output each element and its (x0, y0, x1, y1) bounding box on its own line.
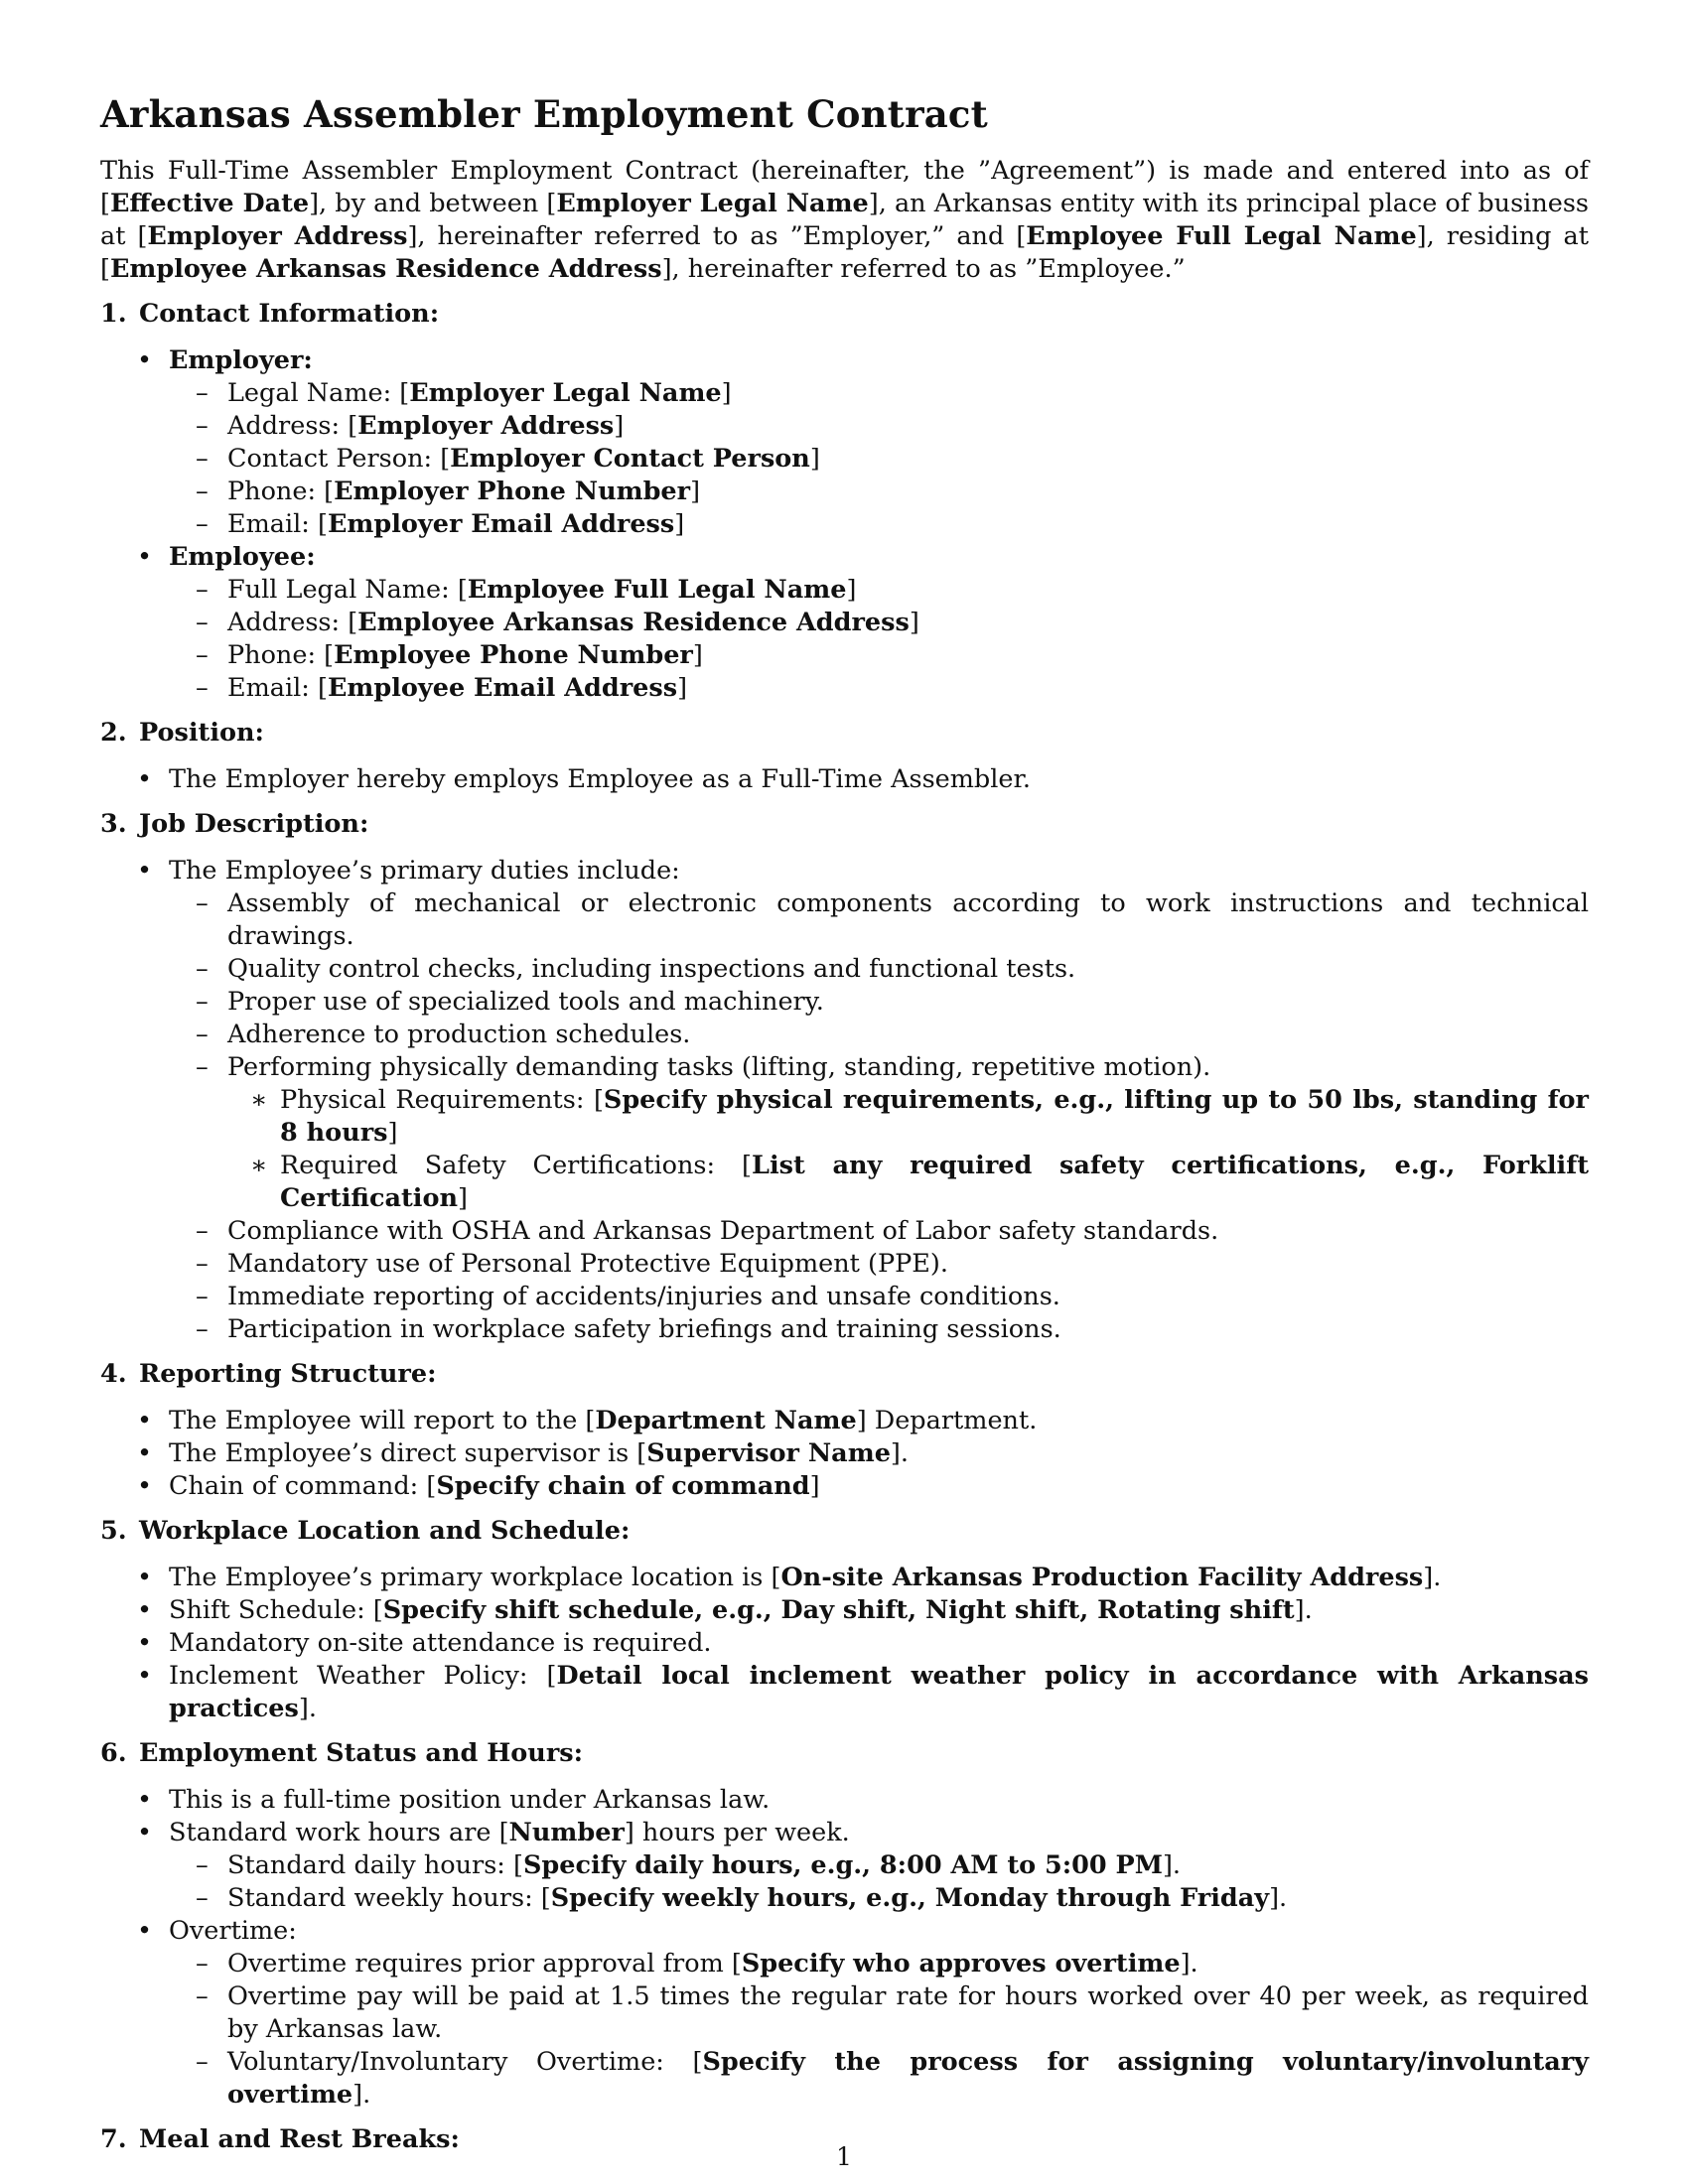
text-run: Overtime: (169, 1916, 297, 1946)
text-run: Standard weekly hours: [ (227, 1883, 551, 1913)
text-run: ] (692, 640, 703, 670)
placeholder-field: Employer Legal Name (409, 378, 722, 408)
text-run: Email: [ (227, 673, 328, 703)
text-run: Quality control checks, including inspections and functional tests. (227, 954, 1076, 984)
placeholder-field: Employer Address (357, 411, 615, 441)
section-title: Employment Status and Hours: (139, 1738, 584, 1768)
text-run: Assembly of mechanical or electronic components according to work instructions and technical drawings. (227, 888, 1589, 951)
text-run: Contact Person: [ (227, 444, 451, 474)
bullet-item (100, 1437, 1589, 1470)
text-run: Participation in workplace safety briefings and training sessions. (227, 1314, 1061, 1344)
text-run: Required Safety Certifications: [ (280, 1151, 753, 1180)
dash-item (100, 476, 1589, 508)
placeholder-field: Specify chain of command (436, 1471, 810, 1501)
list-level-1 (100, 344, 1589, 705)
dash-item (100, 1248, 1589, 1281)
text-run: ]. (1162, 1850, 1181, 1880)
text-run: Proper use of specialized tools and machinery. (227, 987, 824, 1017)
dash-item (100, 443, 1589, 476)
placeholder-field: Employee Full Legal Name (467, 575, 847, 605)
section-number: 1. (100, 299, 127, 329)
star-item (100, 1084, 1589, 1150)
text-run: The Employee will report to the [ (169, 1406, 596, 1435)
section (100, 298, 1589, 705)
list-level-2 (169, 574, 1589, 705)
text-run: ] (809, 1471, 820, 1501)
placeholder-field: Effective Date (109, 189, 310, 218)
bullet-item (100, 541, 1589, 705)
text-run: ], residing at [ (100, 221, 1589, 284)
dash-item (100, 1849, 1589, 1882)
dash-item (100, 1313, 1589, 1346)
dash-item (100, 986, 1589, 1019)
placeholder-field: Specify daily hours, e.g., 8:00 AM to 5:00 PM (522, 1850, 1163, 1880)
section (100, 1515, 1589, 1725)
text-run: Shift Schedule: [ (169, 1595, 383, 1625)
placeholder-field: Employer Address (147, 221, 408, 251)
text-run: ] (721, 378, 732, 408)
dash-item (100, 574, 1589, 607)
text-run: Chain of command: [ (169, 1471, 437, 1501)
star-item (100, 1150, 1589, 1215)
section (100, 1737, 1589, 2112)
text-run: The Employee’s primary duties include: (169, 856, 680, 886)
placeholder-field: On-site Arkansas Production Facility Address (780, 1563, 1424, 1592)
text-run: Legal Name: [ (227, 378, 410, 408)
text-run: Performing physically demanding tasks (lifting, standing, repetitive motion). (227, 1052, 1211, 1082)
placeholder-field: Specify physical requirements, e.g., lifting up to 50 lbs, standing for 8 hours (280, 1085, 1589, 1148)
section (100, 1358, 1589, 1503)
placeholder-field: Department Name (595, 1406, 857, 1435)
text-run: Inclement Weather Policy: [ (169, 1661, 557, 1691)
text-run: Address: [ (227, 411, 358, 441)
text-run: ] (674, 509, 685, 539)
placeholder-field: Supervisor Name (646, 1438, 891, 1468)
text-run: Overtime requires prior approval from [ (227, 1949, 742, 1979)
bullet-item (100, 1627, 1589, 1660)
text-run: Immediate reporting of accidents/injuries and unsafe conditions. (227, 1282, 1060, 1311)
placeholder-field: Employee Phone Number (334, 640, 693, 670)
text-run: The Employee’s direct supervisor is [ (169, 1438, 647, 1468)
bullet-item (100, 1562, 1589, 1594)
text-run: ] (458, 1183, 468, 1213)
text-run: Standard work hours are [ (169, 1818, 509, 1847)
placeholder-field: Detail local inclement weather policy in accordance with Arkansas practices (169, 1661, 1589, 1723)
section-title: Job Description: (139, 809, 369, 839)
section-title: Contact Information: (139, 299, 440, 329)
text-run: ]. (1423, 1563, 1442, 1592)
text-run: ]. (352, 2080, 371, 2110)
dash-item (100, 1215, 1589, 1248)
dash-item (100, 1882, 1589, 1915)
dash-item (100, 639, 1589, 672)
section-number: 7. (100, 2124, 127, 2154)
placeholder-field: Number (508, 1818, 625, 1847)
placeholder-field: Employer Phone Number (334, 477, 691, 506)
dash-item (100, 1019, 1589, 1051)
text-run: Standard daily hours: [ (227, 1850, 523, 1880)
text-run: This is a full-time position under Arkansas law. (169, 1785, 771, 1815)
text-run: Full Legal Name: [ (227, 575, 468, 605)
placeholder-field: Specify weekly hours, e.g., Monday through Friday (550, 1883, 1270, 1913)
text-run: ]. (890, 1438, 909, 1468)
bullet-item (100, 1915, 1589, 2112)
text-run: ] (690, 477, 701, 506)
text-run: The Employee’s primary workplace location is [ (169, 1563, 781, 1592)
section-number: 3. (100, 809, 127, 839)
intro-paragraph (100, 155, 1589, 286)
text-run: Voluntary/Involuntary Overtime: [ (227, 2047, 703, 2077)
list-level-1 (100, 855, 1589, 1346)
section-heading (100, 1515, 1589, 1548)
section-title: Position: (139, 718, 264, 748)
dash-item (100, 377, 1589, 410)
text-run: Mandatory on-site attendance is required. (169, 1628, 712, 1658)
placeholder-field: Employer Email Address (327, 509, 675, 539)
text-run: ]. (1269, 1883, 1288, 1913)
placeholder-field: Employee: (169, 542, 316, 572)
text-run: ]. (298, 1694, 317, 1723)
text-run: ], hereinafter referred to as ”Employee.” (661, 254, 1186, 284)
list-level-2 (169, 887, 1589, 1346)
list-level-1 (100, 1784, 1589, 2112)
document-title: Arkansas Assembler Employment Contract (100, 92, 988, 136)
bullet-item (100, 855, 1589, 1346)
text-run: Adherence to production schedules. (227, 1020, 691, 1049)
text-run: ]. (1180, 1949, 1198, 1979)
bullet-item (100, 1405, 1589, 1437)
section (100, 717, 1589, 796)
dash-item (100, 410, 1589, 443)
text-run: ] (614, 411, 625, 441)
placeholder-field: List any required safety certifications, e.g., Forklift Certification (280, 1151, 1589, 1213)
section-heading (100, 808, 1589, 841)
dash-item (100, 672, 1589, 705)
placeholder-field: Employer Contact Person (450, 444, 810, 474)
section-number: 2. (100, 718, 127, 748)
text-run: ], by and between [ (309, 189, 557, 218)
placeholder-field: Employee Email Address (327, 673, 678, 703)
dash-item (100, 1980, 1589, 2046)
list-level-1 (100, 1562, 1589, 1725)
section-title: Meal and Rest Breaks: (139, 2124, 460, 2154)
section-number: 6. (100, 1738, 127, 1768)
section-heading (100, 717, 1589, 750)
section-number: 5. (100, 1516, 127, 1546)
text-run: ] (677, 673, 688, 703)
placeholder-field: Employee Arkansas Residence Address (109, 254, 662, 284)
text-run: Email: [ (227, 509, 328, 539)
section-title: Workplace Location and Schedule: (139, 1516, 631, 1546)
dash-item (100, 887, 1589, 953)
text-run: Phone: [ (227, 477, 335, 506)
placeholder-field: Specify shift schedule, e.g., Day shift, Night shift, Rotating shift (382, 1595, 1295, 1625)
list-level-3 (227, 1084, 1589, 1215)
section-heading (100, 298, 1589, 331)
list-level-2 (169, 1849, 1589, 1915)
bullet-item (100, 344, 1589, 541)
text-run: The Employer hereby employs Employee as a Full-Time Assembler. (169, 764, 1031, 794)
section-number: 4. (100, 1359, 127, 1389)
list-level-2 (169, 1948, 1589, 2112)
page-number: 1 (836, 2142, 852, 2171)
text-run: ] Department. (856, 1406, 1038, 1435)
dash-item (100, 1281, 1589, 1313)
text-run: ] (809, 444, 820, 474)
dash-item (100, 508, 1589, 541)
placeholder-field: Employee Arkansas Residence Address (357, 608, 910, 637)
placeholder-field: Employer Legal Name (556, 189, 869, 218)
dash-item (100, 1948, 1589, 1980)
dash-item (100, 2046, 1589, 2112)
contract-document (100, 89, 1589, 2170)
text-run: ]. (1294, 1595, 1313, 1625)
sections-container (100, 298, 1589, 2156)
dash-item (100, 953, 1589, 986)
section-heading (100, 1358, 1589, 1391)
text-run: Address: [ (227, 608, 358, 637)
bullet-item (100, 763, 1589, 796)
placeholder-field: Employer: (169, 345, 313, 375)
text-run: Mandatory use of Personal Protective Equipment (PPE). (227, 1249, 948, 1279)
placeholder-field: Specify who approves overtime (741, 1949, 1181, 1979)
text-run: This Full-Time Assembler Employment Contract (hereinafter, the ”Agreement”) is made and entered into as of [ (100, 156, 1589, 218)
section-title: Reporting Structure: (139, 1359, 437, 1389)
section-heading (100, 1737, 1589, 1770)
bullet-item (100, 1470, 1589, 1503)
text-run: ] (846, 575, 857, 605)
list-level-1 (100, 763, 1589, 796)
text-run: Phone: [ (227, 640, 335, 670)
placeholder-field: Specify the process for assigning voluntary/involuntary overtime (227, 2047, 1589, 2110)
text-run: ], hereinafter referred to as ”Employer,” and [ (407, 221, 1027, 251)
text-run: Physical Requirements: [ (280, 1085, 604, 1115)
text-run: Overtime pay will be paid at 1.5 times the regular rate for hours worked over 40 per week, as required by Arkansas law. (227, 1981, 1589, 2044)
list-level-2 (169, 377, 1589, 541)
list-level-1 (100, 1405, 1589, 1503)
bullet-item (100, 1817, 1589, 1915)
dash-item (100, 1051, 1589, 1215)
text-run: ], an Arkansas entity with its principal place of business at [ (100, 189, 1590, 251)
placeholder-field: Employee Full Legal Name (1026, 221, 1417, 251)
text-run: ] hours per week. (624, 1818, 850, 1847)
text-run: ] (909, 608, 919, 637)
bullet-item (100, 1784, 1589, 1817)
dash-item (100, 607, 1589, 639)
text-run: ] (387, 1118, 398, 1148)
bullet-item (100, 1660, 1589, 1725)
text-run: Compliance with OSHA and Arkansas Department of Labor safety standards. (227, 1216, 1219, 1246)
bullet-item (100, 1594, 1589, 1627)
section (100, 808, 1589, 1346)
